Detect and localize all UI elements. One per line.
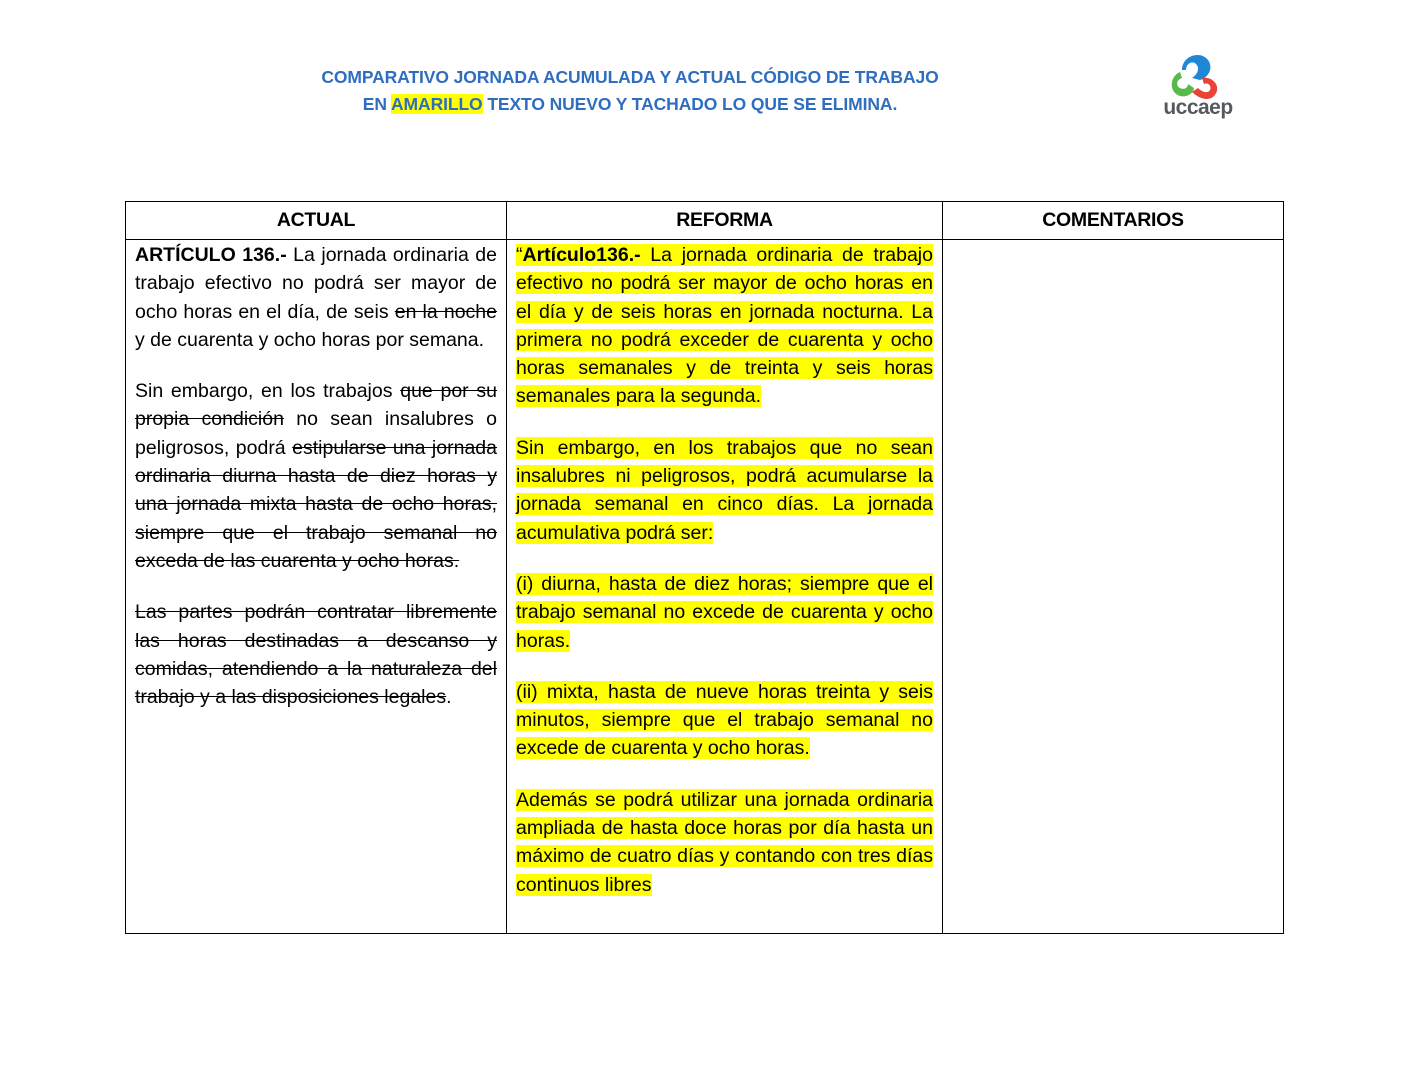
actual-paragraph-3 [135, 598, 497, 711]
title-line-2-prefix: EN [362, 94, 392, 114]
table-row [126, 240, 1284, 934]
actual-p2-text-2: no sean insalubres o peligrosos, podrá [135, 408, 497, 459]
title-line-2-suffix: TEXTO NUEVO Y TACHADO LO QUE SE ELIMINA. [482, 94, 898, 114]
reforma-paragraph-5 [516, 786, 933, 899]
actual-p2-deleted-2: estipularse una jornada ordinaria diurna hasta de diez horas y una jornada mixta hasta de ocho horas, siempre que el trabajo semanal no exceda de las cuarenta y ocho horas. [135, 436, 497, 572]
actual-p3-text-1: . [446, 686, 452, 709]
logo-green-loop [1172, 72, 1194, 96]
logo-text: uccaep [1163, 96, 1233, 119]
actual-article-heading: ARTÍCULO 136.- [135, 244, 287, 266]
reforma-p1-text: La jornada ordinaria de trabajo efectivo no podrá ser mayor de ocho horas en el día y de seis horas en jornada nocturna. La primera no podrá exceder de cuarenta y ocho horas semanales y de treinta y seis horas semanales para la segunda. [516, 244, 933, 408]
actual-p2-text-1: Sin embargo, en los trabajos [135, 380, 401, 403]
reforma-p1-quote: “ [516, 244, 523, 266]
reforma-paragraph-4 [516, 678, 933, 763]
reforma-p2-text: Sin embargo, en los trabajos que no sean insalubres ni peligrosos, podrá acumularse la jornada semanal en cinco días. La jornada acumulativa podrá ser: [516, 436, 933, 544]
title-line-2 [250, 91, 1010, 118]
header-comentarios: COMENTARIOS [943, 202, 1284, 240]
actual-cell [126, 240, 507, 934]
actual-paragraph-1 [135, 241, 497, 354]
actual-p3-deleted-1: Las partes podrán contratar libremente las horas destinadas a descanso y comidas, atendiendo a la naturaleza del trabajo y a las disposiciones legales [135, 601, 497, 709]
comentarios-text [943, 240, 1283, 241]
actual-p1-deleted-1: en la noche [394, 300, 497, 323]
actual-p1-text-1: La jornada ordinaria de trabajo efectivo no podrá ser mayor de ocho horas en el día, de seis [135, 244, 497, 323]
table-header-row [126, 202, 1284, 240]
reforma-p5-text: Además se podrá utilizar una jornada ordinaria ampliada de hasta doce horas por día hasta un máximo de cuatro días y contando con tres días continuos libres [516, 788, 933, 896]
title-line-1: COMPARATIVO JORNADA ACUMULADA Y ACTUAL CÓDIGO DE TRABAJO [321, 67, 939, 87]
header-reforma: REFORMA [507, 202, 943, 240]
actual-p1-text-2: y de cuarenta y ocho horas por semana. [135, 328, 485, 351]
reforma-paragraph-2 [516, 434, 933, 547]
reforma-p4-text: (ii) mixta, hasta de nueve horas treinta y seis minutos, siempre que el trabajo semanal no excede de cuarenta y ocho horas. [516, 680, 933, 760]
reforma-article-heading: Artículo136.- [522, 244, 641, 266]
actual-paragraph-2 [135, 377, 497, 575]
header-actual: ACTUAL [126, 202, 507, 240]
logo-blue-loop [1182, 55, 1210, 80]
comparison-table [125, 201, 1284, 934]
reforma-cell [507, 240, 943, 934]
comentarios-cell [943, 240, 1284, 934]
reforma-paragraph-3 [516, 570, 933, 655]
title-highlight-word: AMARILLO [391, 94, 483, 114]
reforma-paragraph-1 [516, 241, 933, 411]
document-title [250, 64, 1010, 118]
actual-p2-deleted-1: que por su propia condición [135, 380, 497, 431]
actual-text [126, 240, 506, 711]
reforma-text [507, 240, 942, 931]
reforma-p3-text: (i) diurna, hasta de diez horas; siempre que el trabajo semanal no excede de cuarenta y ocho horas. [516, 572, 933, 652]
